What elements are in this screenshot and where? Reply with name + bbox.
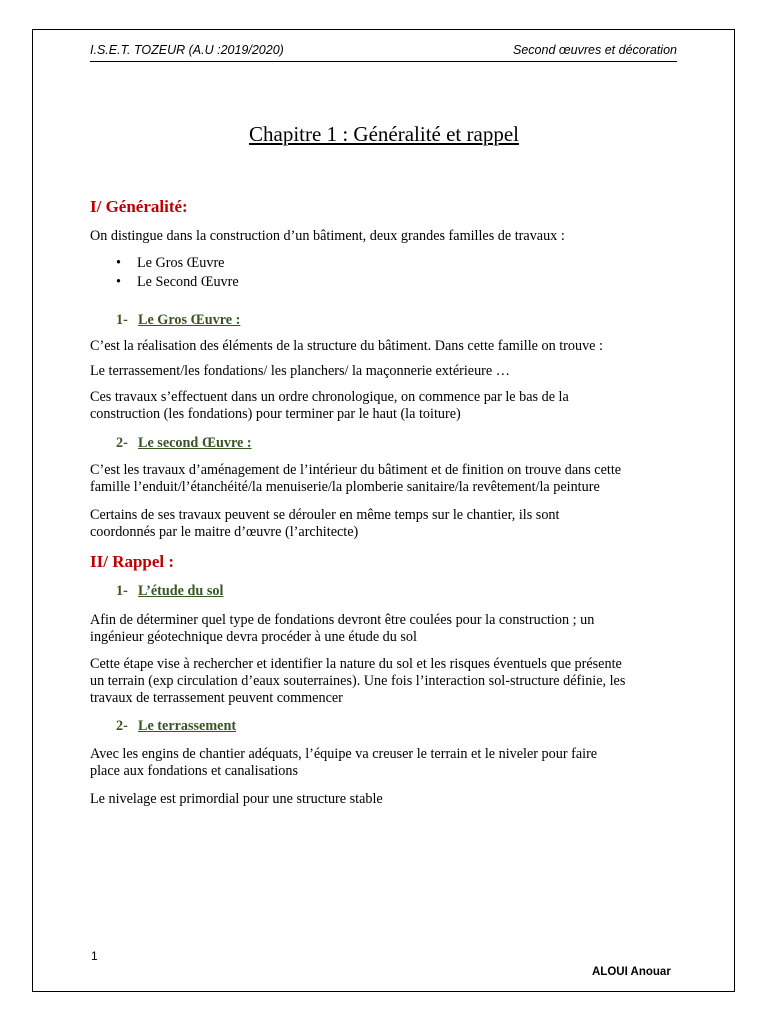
page-header: [90, 43, 677, 62]
paragraph: Afin de déterminer quel type de fondations devront être coulées pour la construction ; un ingénieur géotechnique devra procéder à une étude du sol: [90, 612, 595, 645]
subheading-second-oeuvre: 2- Le second Œuvre :: [116, 435, 252, 451]
section1-intro: On distingue dans la construction d’un bâtiment, deux grandes familles de travaux :: [90, 228, 565, 244]
section-heading-rappel: II/ Rappel :: [90, 552, 175, 571]
chapter-title: Chapitre 1 : Généralité et rappel: [249, 122, 519, 146]
subheading-gros-oeuvre: 1- Le Gros Œuvre :: [116, 312, 241, 328]
header-institution: I.S.E.T. TOZEUR (A.U :2019/2020): [90, 43, 284, 57]
paragraph: Avec les engins de chantier adéquats, l’équipe va creuser le terrain et le niveler pour faire place aux fondations et canalisations: [90, 746, 598, 779]
paragraph: Ces travaux s’effectuent dans un ordre chronologique, on commence par le bas de la construction (les fondations) pour terminer par le haut (la toiture): [90, 389, 569, 422]
paragraph: Le terrassement/les fondations/ les planchers/ la maçonnerie extérieure …: [90, 363, 510, 379]
subheading-etude-du-sol: 1- L’étude du sol: [116, 583, 224, 599]
bullet-icon: •: [116, 274, 121, 290]
page-number: 1: [91, 949, 98, 963]
paragraph: C’est la réalisation des éléments de la structure du bâtiment. Dans cette famille on trouve :: [90, 338, 603, 354]
subheading-terrassement: 2- Le terrassement: [116, 718, 237, 734]
paragraph: Le nivelage est primordial pour une structure stable: [90, 791, 383, 807]
paragraph: Certains de ses travaux peuvent se dérouler en même temps sur le chantier, ils sont coordonnés par le maitre d’œuvre (l’architecte): [90, 507, 560, 540]
section-heading-generalite: I/ Généralité:: [90, 197, 188, 216]
paragraph: Cette étape vise à rechercher et identifier la nature du sol et les risques éventuels que présente un terrain (exp circulation d’eaux souterraines). Une fois l’interaction sol-structure définie, les travaux de terrassement peuvent commencer: [90, 656, 626, 706]
header-course: Second œuvres et décoration: [513, 43, 677, 57]
author-name: ALOUI Anouar: [592, 966, 671, 978]
bullet-icon: •: [116, 255, 121, 271]
paragraph: C’est les travaux d’aménagement de l’intérieur du bâtiment et de finition on trouve dans cette famille l’enduit/l’étanchéité/la menuiserie/la plomberie sanitaire/la revêtement/la peinture: [90, 462, 622, 495]
